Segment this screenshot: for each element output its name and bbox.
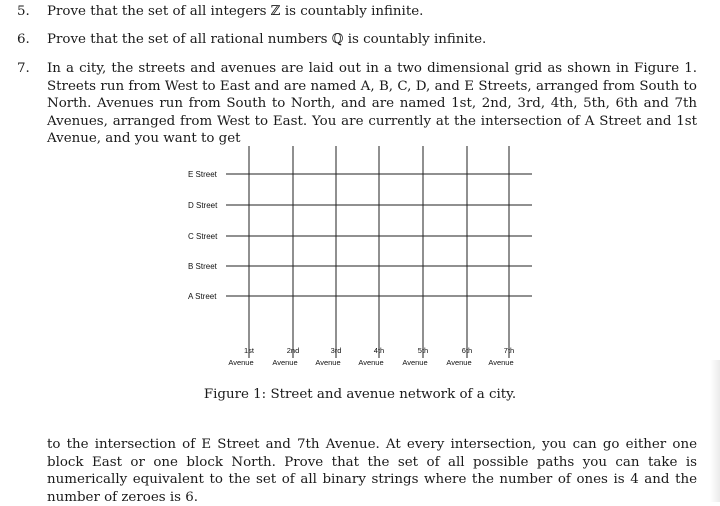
avenue-word-label: Avenue [446, 358, 472, 367]
avenue-ordinal-label: 1st [243, 346, 255, 355]
street-label: B Street [188, 262, 217, 271]
avenue-word-label: Avenue [272, 358, 298, 367]
avenue-word-label: Avenue [488, 358, 514, 367]
avenue-word-label: Avenue [358, 358, 384, 367]
street-label: E Street [188, 170, 217, 179]
street-label: D Street [188, 201, 218, 210]
avenue-ordinal-label: 2nd [286, 346, 300, 355]
problem-6-number: 6. [17, 32, 30, 47]
page-edge-shadow [710, 360, 720, 502]
problem-6-text: Prove that the set of all rational numbers ℚ is countably infinite. [47, 32, 487, 47]
avenue-word-label: Avenue [315, 358, 341, 367]
street-label: A Street [188, 292, 217, 301]
avenue-ordinal-label: 4th [373, 346, 385, 355]
avenue-ordinal-label: 3rd [330, 346, 342, 355]
avenue-ordinal-label: 6th [461, 346, 473, 355]
problem-7-continuation: to the intersection of E Street and 7th Avenue. At every intersection, you can go either one block East or one block North. Prove that the set of all possible paths you can take is numerically equivalent to the set of all binary strings where the number of ones is 4 and the number of zeroes is 6. [47, 437, 697, 505]
problem-5-number: 5. [17, 4, 30, 19]
avenue-labels [228, 346, 514, 367]
problem-5-text: Prove that the set of all integers ℤ is countably infinite. [47, 4, 424, 19]
avenue-word-label: Avenue [228, 358, 254, 367]
street-labels [188, 170, 218, 301]
street-label: C Street [188, 232, 218, 241]
problem-7-number: 7. [17, 61, 30, 76]
avenue-ordinal-label: 7th [503, 346, 515, 355]
avenue-lines [249, 146, 509, 358]
avenue-word-label: Avenue [402, 358, 428, 367]
avenue-ordinal-label: 5th [417, 346, 429, 355]
figure-caption: Figure 1: Street and avenue network of a city. [203, 387, 517, 402]
problem-7-intro: In a city, the streets and avenues are laid out in a two dimensional grid as shown in Figure 1. Streets run from West to East and are named A, B, C, D, and E Streets, arranged from South to North. Avenues run from South to North, and are named 1st, 2nd, 3rd, 4th, 5th, 6th and 7th Avenues, arranged from West to East. You are currently at the intersection of A Street and 1st Avenue, and you want to get [47, 61, 697, 147]
